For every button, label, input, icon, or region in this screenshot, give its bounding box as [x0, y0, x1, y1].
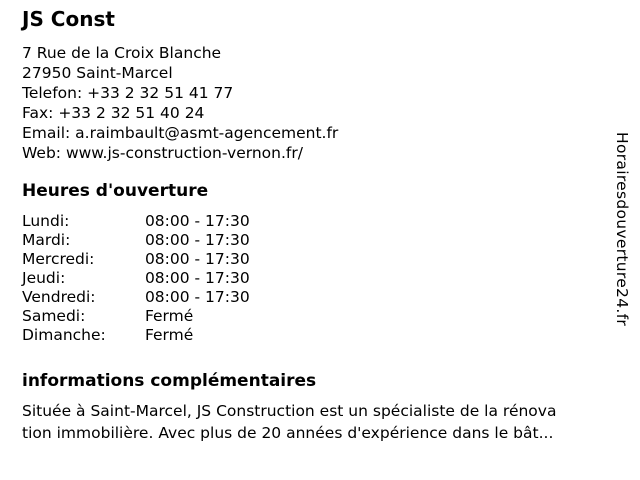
hours-time-value: 08:00 - 17:30	[144, 231, 250, 249]
hours-table	[22, 212, 250, 345]
phone-line: Telefon: +33 2 32 51 41 77	[22, 84, 234, 102]
hours-time-value: Fermé	[144, 326, 194, 344]
hours-time-value: 08:00 - 17:30	[144, 250, 250, 268]
hours-day-label: Jeudi:	[22, 269, 66, 287]
hours-row-samedi	[22, 307, 250, 326]
hours-time-value: 08:00 - 17:30	[144, 212, 250, 230]
hours-row-lundi	[22, 212, 250, 231]
hours-day-label: Vendredi:	[22, 288, 96, 306]
hours-day-label: Samedi:	[22, 307, 86, 325]
hours-day-label: Mercredi:	[22, 250, 95, 268]
info-line-1: Située à Saint-Marcel, JS Construction est un spécialiste de la rénova	[22, 402, 557, 420]
hours-time-value: 08:00 - 17:30	[144, 288, 250, 306]
hours-row-dimanche	[22, 326, 250, 345]
hours-day-label: Lundi:	[22, 212, 70, 230]
watermark-vertical-text: Horairesdouverture24.fr	[613, 132, 631, 327]
hours-heading: Heures d'ouverture	[22, 181, 209, 201]
info-line-2: tion immobilière. Avec plus de 20 années d'expérience dans le bât...	[22, 424, 554, 442]
hours-time-value: Fermé	[144, 307, 194, 325]
hours-day-label: Mardi:	[22, 231, 71, 249]
page-title: JS Const	[22, 7, 115, 31]
contact-block	[22, 43, 338, 163]
hours-row-mercredi	[22, 250, 250, 269]
address-line-1: 7 Rue de la Croix Blanche	[22, 44, 222, 62]
additional-info-heading: informations complémentaires	[22, 371, 317, 391]
hours-day-label: Dimanche:	[22, 326, 106, 344]
additional-info-paragraph	[22, 400, 556, 444]
hours-time-value: 08:00 - 17:30	[144, 269, 250, 287]
address-line-2: 27950 Saint-Marcel	[22, 64, 173, 82]
hours-row-vendredi	[22, 288, 250, 307]
web-line: Web: www.js-construction-vernon.fr/	[22, 144, 303, 162]
hours-row-mardi	[22, 231, 250, 250]
fax-line: Fax: +33 2 32 51 40 24	[22, 104, 205, 122]
hours-row-jeudi	[22, 269, 250, 288]
email-line: Email: a.raimbault@asmt-agencement.fr	[22, 124, 339, 142]
